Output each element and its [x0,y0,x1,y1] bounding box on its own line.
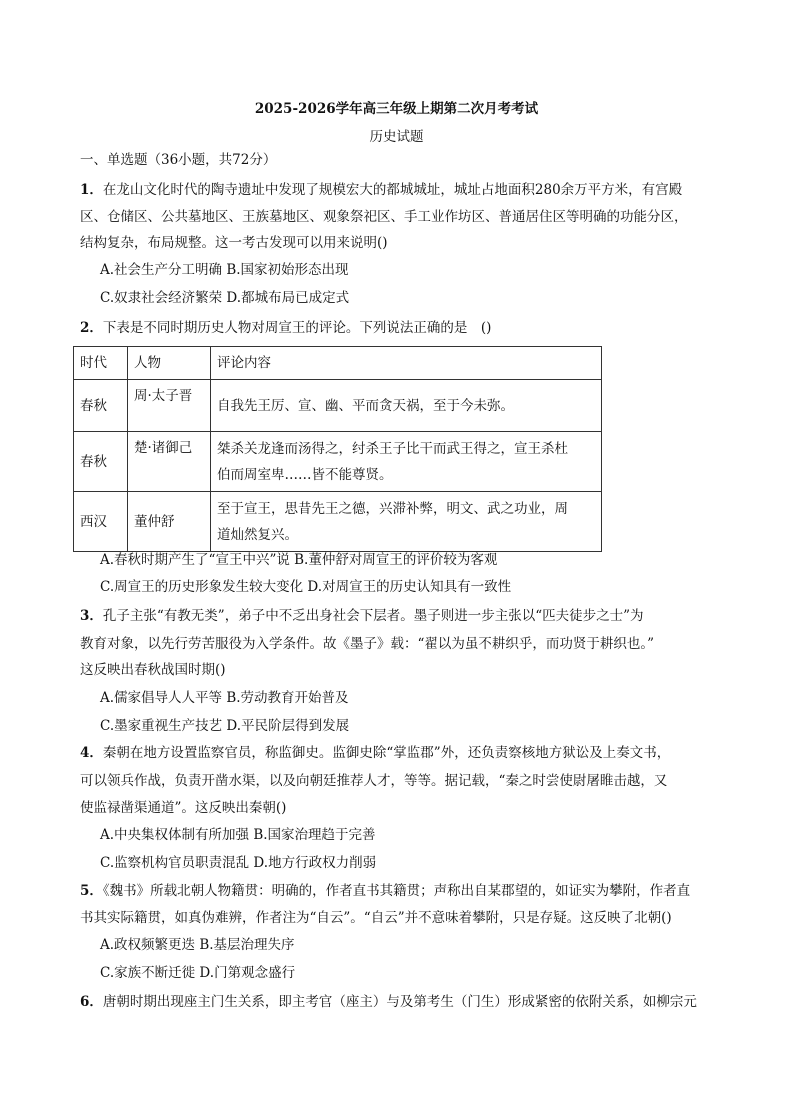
table-cell-comment: 至于宣王，思昔先王之德，兴滞补弊，明文、武之功业，周 道灿然复兴。 [211,492,602,552]
table-header-cell: 人物 [128,347,211,380]
table-header-cell: 时代 [74,347,128,380]
question-3-options-2: C.墨家重视生产技艺 D.平民阶层得到发展 [100,718,350,734]
table-cell-era: 春秋 [74,380,128,432]
question-1-line-1: 1．在龙山文化时代的陶寺遗址中发现了规模宏大的都城城址，城址占地面积280余万平方米，有宫殿 [80,182,683,198]
question-4-line-2: 可以领兵作战，负责开凿水渠，以及向朝廷推荐人才，等等。据记载，“秦之时尝使尉屠睢击越，又 [80,773,668,789]
question-2-line-1: 2．下表是不同时期历史人物对周宣王的评论。下列说法正确的是 () [80,320,492,336]
question-5-options-2: C.家族不断迁徙 D.门第观念盛行 [100,965,296,981]
question-3-line-2: 教育对象，以先行劳苦服役为入学条件。故《墨子》载：“翟以为虽不耕织乎，而功贤于耕织也。” [80,636,655,652]
question-1-options-1: A.社会生产分工明确 B.国家初始形态出现 [100,262,349,278]
question-6-line-1: 6．唐朝时期出现座主门生关系，即主考官（座主）与及第考生（门生）形成紧密的依附关系，如柳宗元 [80,994,697,1010]
question-4-line-3: 使监禄凿渠通道”。这反映出秦朝() [80,800,287,816]
table-header-row [74,347,602,380]
table-cell-era: 西汉 [74,492,128,552]
question-5-line-1: 5．《魏书》所载北朝人物籍贯：明确的，作者直书其籍贯；声称出自某郡望的，如证实为攀附，作者直 [80,883,691,899]
table-cell-comment: 自我先王厉、宣、幽、平而贪天祸，至于今未弥。 [211,380,602,432]
question-4-line-1: 4．秦朝在地方设置监察官员，称监御史。监御史除“掌监郡”外，还负责察核地方狱讼及上奏文书， [80,745,671,761]
question-1-options-2: C.奴隶社会经济繁荣 D.都城布局已成定式 [100,290,350,306]
question-5-line-2: 书其实际籍贯，如真伪难辨，作者注为“自云”。“自云”并不意味着攀附，只是存疑。这反映了北朝() [80,910,672,926]
exam-subject: 历史试题 [369,129,424,145]
question-number: 2． [80,320,103,336]
question-2-options-1: A.春秋时期产生了“宣王中兴”说 B.董仲舒对周宣王的评价较为客观 [100,552,498,568]
exam-title: 2025-2026学年高三年级上期第二次月考考试 [254,101,539,117]
question-4-options-1: A.中央集权体制有所加强 B.国家治理趋于完善 [100,827,376,843]
question-5-options-1: A.政权频繁更迭 B.基层治理失序 [100,937,295,953]
question-4-options-2: C.监察机构官员职责混乱 D.地方行政权力削弱 [100,855,377,871]
question-number: 6． [80,994,103,1010]
comment-table [73,346,602,552]
question-3-line-1: 3．孔子主张“有教无类”，弟子中不乏出身社会下层者。墨子则进一步主张以“匹夫徒步之士”为 [80,608,644,624]
question-number: 3． [80,608,103,624]
question-1-line-2: 区、仓储区、公共墓地区、王族墓地区、观象祭祀区、手工业作坊区、普通居住区等明确的功能分区， [80,209,688,225]
table-cell-person: 楚·诸御己 [128,432,211,492]
question-number: 5． [80,883,103,899]
table-cell-comment: 桀杀关龙逢而汤得之，纣杀王子比干而武王得之，宣王杀杜 伯而周室卑……皆不能尊贤。 [211,432,602,492]
question-number: 1． [80,182,103,198]
table-header-cell: 评论内容 [211,347,602,380]
question-1-line-3: 结构复杂，布局规整。这一考古发现可以用来说明() [80,235,388,251]
section-heading: 一、单选题（36小题，共72分） [80,152,277,168]
question-2-options-2: C.周宣王的历史形象发生较大变化 D.对周宣王的历史认知具有一致性 [100,579,512,595]
question-number: 4． [80,745,103,761]
table-cell-person: 董仲舒 [128,492,211,552]
question-3-line-3: 这反映出春秋战国时期() [80,662,226,678]
table-row [74,432,602,492]
table-row [74,380,602,432]
question-3-options-1: A.儒家倡导人人平等 B.劳动教育开始普及 [100,690,349,706]
table-cell-era: 春秋 [74,432,128,492]
table-row [74,492,602,552]
table-cell-person: 周·太子晋 [128,380,211,432]
